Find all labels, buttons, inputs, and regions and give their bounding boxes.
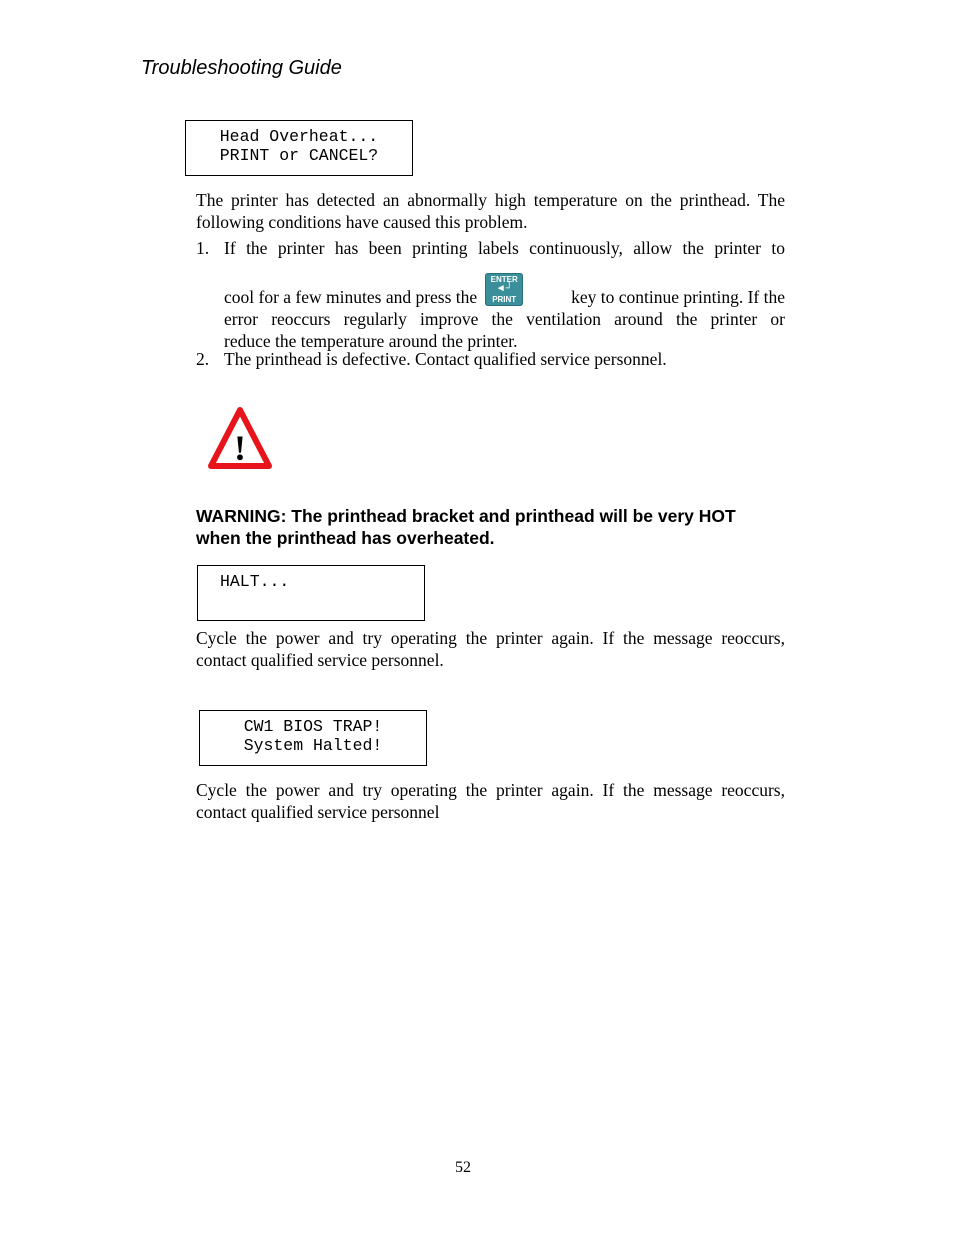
enter-print-key-icon <box>485 273 523 306</box>
text-after-key: key to continue printing. If the <box>571 287 785 307</box>
warning-message <box>196 505 796 549</box>
list-item <box>196 348 785 370</box>
text-line-with-key <box>224 273 785 308</box>
text-before-key: cool for a few minutes and press the <box>224 287 478 307</box>
key-bottom-label: PRINT <box>492 295 517 304</box>
text-line: The printhead is defective. Contact qualified service personnel. <box>224 349 667 369</box>
text-line: reduce the temperature around the printer. <box>224 331 518 351</box>
text-line: when the printhead has overheated. <box>196 528 495 548</box>
warning-triangle-icon <box>207 406 273 470</box>
list-number: 2. <box>196 349 210 369</box>
text-line: The printer has detected an abnormally high temperature on the printhead. The <box>196 190 785 210</box>
text-line: error reoccurs regularly improve the ventilation around the printer or <box>224 309 785 329</box>
text-line: Cycle the power and try operating the printer again. If the message reoccurs, <box>196 628 785 648</box>
lcd-display-bios-trap <box>199 710 427 766</box>
page-header-title: Troubleshooting Guide <box>141 57 342 79</box>
text-line: Cycle the power and try operating the printer again. If the message reoccurs, <box>196 780 785 800</box>
text-line: If the printer has been printing labels continuously, allow the printer to <box>224 238 785 258</box>
text-line: WARNING: The printhead bracket and printhead will be very HOT <box>196 506 736 526</box>
lcd-display-head-overheat <box>185 120 413 176</box>
list-number: 1. <box>196 238 210 258</box>
head-overheat-description <box>196 189 785 233</box>
text-line: following conditions have caused this problem. <box>196 212 528 232</box>
exclamation-mark: ! <box>234 428 246 468</box>
list-item <box>196 237 785 352</box>
text-line: contact qualified service personnel. <box>196 650 444 670</box>
page-number: 52 <box>455 1159 471 1176</box>
bios-trap-description <box>196 779 785 823</box>
text-line: contact qualified service personnel <box>196 802 440 822</box>
lcd-line: System Halted! <box>243 735 383 755</box>
lcd-line: HALT... <box>220 572 290 591</box>
lcd-display-halt <box>197 565 425 621</box>
lcd-line: PRINT or CANCEL? <box>219 145 379 165</box>
key-top-label: ENTER <box>490 275 518 284</box>
lcd-line: Head Overheat... <box>219 127 379 146</box>
text-segment <box>224 273 530 308</box>
halt-description <box>196 627 785 671</box>
enter-arrow-icon: ◄┘ <box>495 283 513 294</box>
lcd-line: CW1 BIOS TRAP! <box>243 717 383 736</box>
